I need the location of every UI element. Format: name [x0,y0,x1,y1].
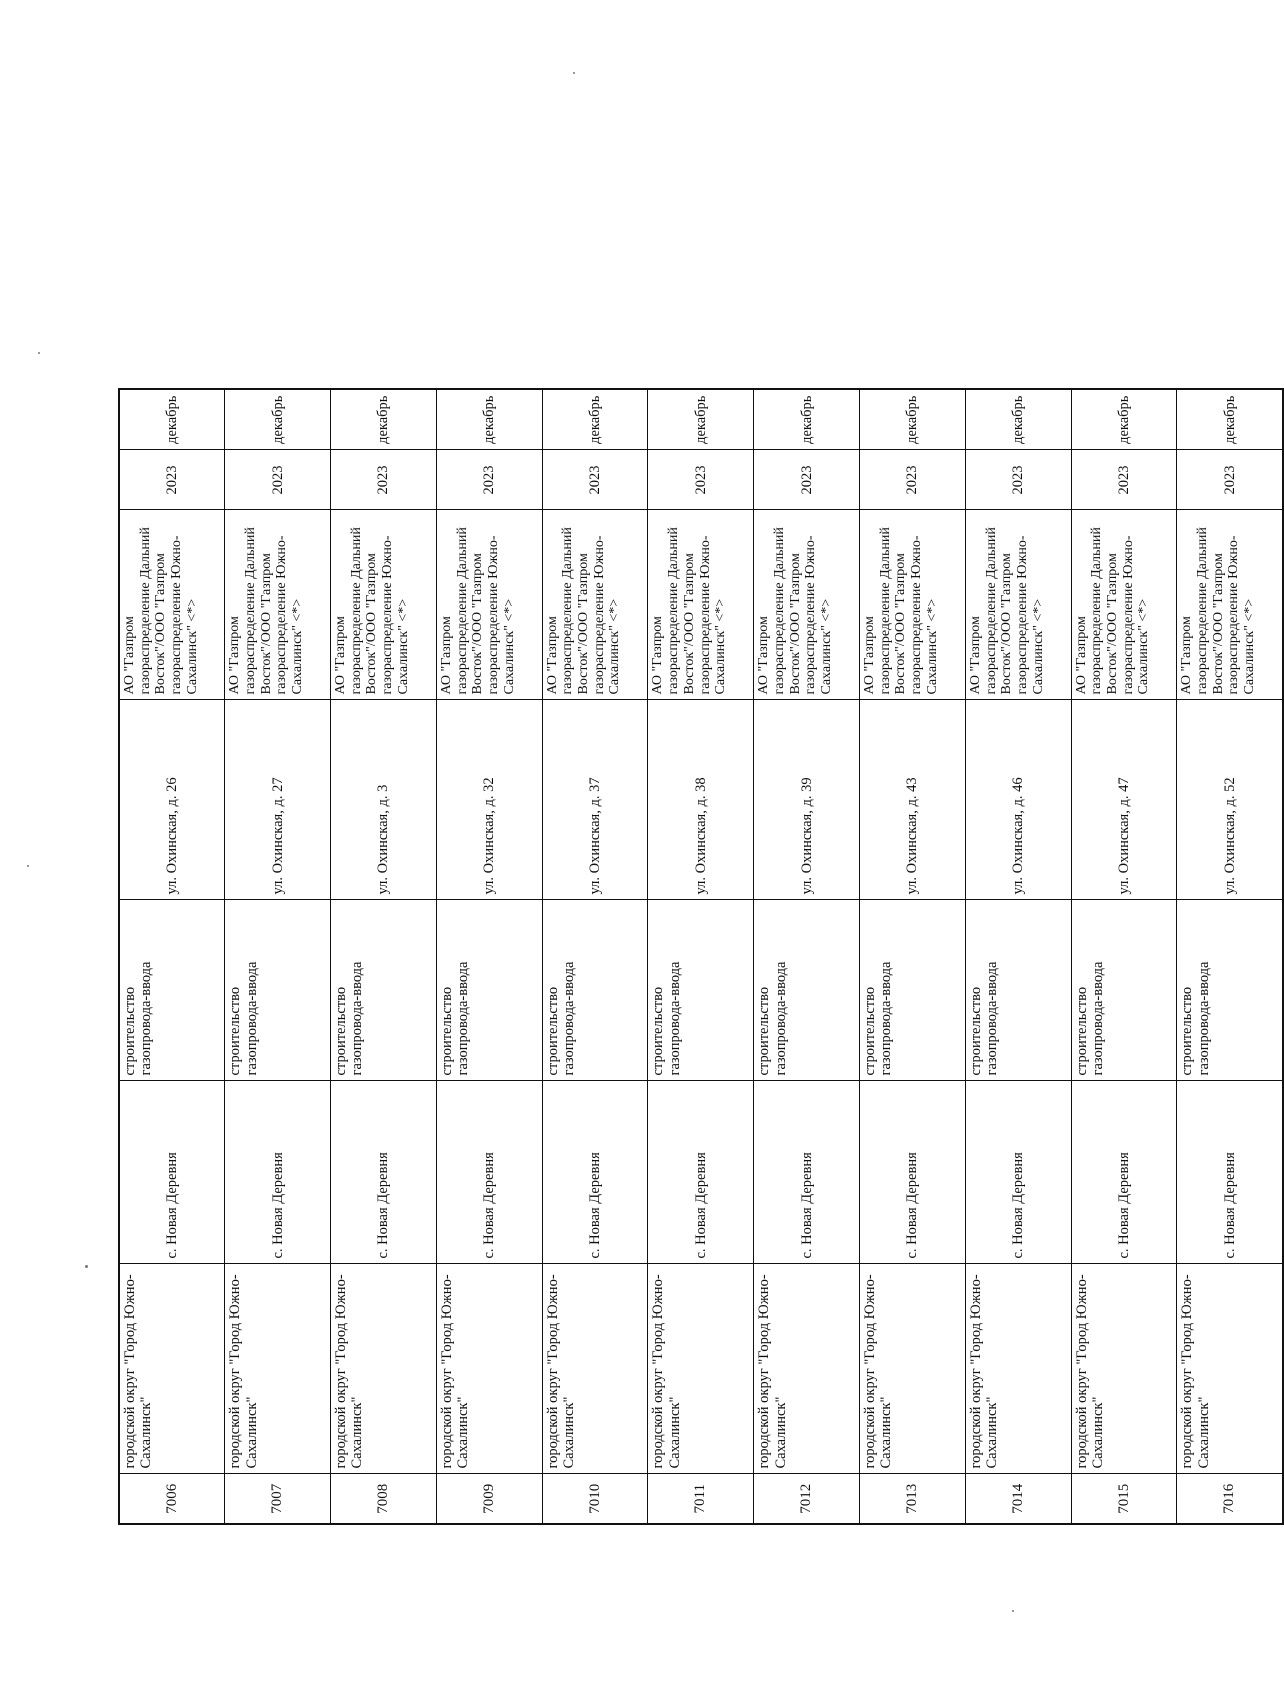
row-number: 7013 [860,1474,966,1524]
executor-cell: АО "Газпром газораспределение Дальний Восток"/ООО "Газпром газораспределение Южно-Сахалинск" <*> [542,510,648,700]
year-cell: 2023 [754,450,860,510]
table-row [1071,389,1177,1524]
work-type-cell: строительство газопровода-ввода [860,900,966,1081]
address-cell: ул. Охинская, д. 52 [1177,700,1283,900]
settlement-cell: с. Новая Деревня [754,1081,860,1264]
work-type-cell: строительство газопровода-ввода [648,900,754,1081]
month-cell: декабрь [225,389,331,450]
executor-cell: АО "Газпром газораспределение Дальний Восток"/ООО "Газпром газораспределение Южно-Сахалинск" <*> [1177,510,1283,700]
row-number: 7015 [1071,1474,1177,1524]
district-cell: городской округ "Город Южно-Сахалинск" [754,1264,860,1474]
executor-cell: АО "Газпром газораспределение Дальний Восток"/ООО "Газпром газораспределение Южно-Сахалинск" <*> [965,510,1071,700]
month-cell: декабрь [1177,389,1283,450]
district-cell: городской округ "Город Южно-Сахалинск" [1071,1264,1177,1474]
year-cell: 2023 [542,450,648,510]
address-cell: ул. Охинская, д. 3 [331,700,437,900]
executor-cell: АО "Газпром газораспределение Дальний Восток"/ООО "Газпром газораспределение Южно-Сахалинск" <*> [1071,510,1177,700]
work-type-cell: строительство газопровода-ввода [754,900,860,1081]
month-cell: декабрь [648,389,754,450]
year-cell: 2023 [1071,450,1177,510]
settlement-cell: с. Новая Деревня [860,1081,966,1264]
row-number: 7012 [754,1474,860,1524]
address-cell: ул. Охинская, д. 26 [119,700,225,900]
month-cell: декабрь [1071,389,1177,450]
scan-speck [573,72,575,74]
year-cell: 2023 [225,450,331,510]
month-cell: декабрь [436,389,542,450]
district-cell: городской округ "Город Южно-Сахалинск" [119,1264,225,1474]
district-cell: городской округ "Город Южно-Сахалинск" [648,1264,754,1474]
month-cell: декабрь [542,389,648,450]
address-cell: ул. Охинская, д. 47 [1071,700,1177,900]
address-cell: ул. Охинская, д. 43 [860,700,966,900]
district-cell: городской округ "Город Южно-Сахалинск" [965,1264,1071,1474]
executor-cell: АО "Газпром газораспределение Дальний Восток"/ООО "Газпром газораспределение Южно-Сахалинск" <*> [648,510,754,700]
district-cell: городской округ "Город Южно-Сахалинск" [1177,1264,1283,1474]
scan-speck [1012,1610,1014,1612]
work-type-cell: строительство газопровода-ввода [331,900,437,1081]
row-number: 7011 [648,1474,754,1524]
table-row [1177,389,1283,1524]
work-type-cell: строительство газопровода-ввода [1177,900,1283,1081]
district-cell: городской округ "Город Южно-Сахалинск" [331,1264,437,1474]
district-cell: городской округ "Город Южно-Сахалинск" [860,1264,966,1474]
executor-cell: АО "Газпром газораспределение Дальний Восток"/ООО "Газпром газораспределение Южно-Сахалинск" <*> [225,510,331,700]
work-type-cell: строительство газопровода-ввода [965,900,1071,1081]
year-cell: 2023 [1177,450,1283,510]
row-number: 7006 [119,1474,225,1524]
address-cell: ул. Охинская, д. 27 [225,700,331,900]
row-number: 7014 [965,1474,1071,1524]
scan-speck [38,352,40,354]
table-row [754,389,860,1524]
district-cell: городской округ "Город Южно-Сахалинск" [225,1264,331,1474]
address-cell: ул. Охинская, д. 37 [542,700,648,900]
month-cell: декабрь [754,389,860,450]
gasification-schedule-table [118,388,1284,1525]
settlement-cell: с. Новая Деревня [542,1081,648,1264]
year-cell: 2023 [331,450,437,510]
month-cell: декабрь [119,389,225,450]
settlement-cell: с. Новая Деревня [648,1081,754,1264]
scan-speck [27,865,29,867]
executor-cell: АО "Газпром газораспределение Дальний Восток"/ООО "Газпром газораспределение Южно-Сахалинск" <*> [754,510,860,700]
row-number: 7010 [542,1474,648,1524]
work-type-cell: строительство газопровода-ввода [119,900,225,1081]
month-cell: декабрь [860,389,966,450]
address-cell: ул. Охинская, д. 38 [648,700,754,900]
year-cell: 2023 [648,450,754,510]
district-cell: городской округ "Город Южно-Сахалинск" [542,1264,648,1474]
address-cell: ул. Охинская, д. 39 [754,700,860,900]
address-cell: ул. Охинская, д. 32 [436,700,542,900]
year-cell: 2023 [436,450,542,510]
settlement-cell: с. Новая Деревня [331,1081,437,1264]
year-cell: 2023 [860,450,966,510]
row-number: 7016 [1177,1474,1283,1524]
settlement-cell: с. Новая Деревня [225,1081,331,1264]
district-cell: городской округ "Город Южно-Сахалинск" [436,1264,542,1474]
row-number: 7009 [436,1474,542,1524]
executor-cell: АО "Газпром газораспределение Дальний Восток"/ООО "Газпром газораспределение Южно-Сахалинск" <*> [119,510,225,700]
year-cell: 2023 [965,450,1071,510]
table-row [648,389,754,1524]
work-type-cell: строительство газопровода-ввода [1071,900,1177,1081]
table-row [331,389,437,1524]
month-cell: декабрь [331,389,437,450]
year-cell: 2023 [119,450,225,510]
work-type-cell: строительство газопровода-ввода [436,900,542,1081]
table-row [542,389,648,1524]
table-row [119,389,225,1524]
row-number: 7008 [331,1474,437,1524]
table-body [119,389,1283,1524]
work-type-cell: строительство газопровода-ввода [542,900,648,1081]
executor-cell: АО "Газпром газораспределение Дальний Восток"/ООО "Газпром газораспределение Южно-Сахалинск" <*> [436,510,542,700]
table-row [225,389,331,1524]
work-type-cell: строительство газопровода-ввода [225,900,331,1081]
settlement-cell: с. Новая Деревня [1177,1081,1283,1264]
address-cell: ул. Охинская, д. 46 [965,700,1071,900]
settlement-cell: с. Новая Деревня [436,1081,542,1264]
scan-speck [85,1265,88,1268]
settlement-cell: с. Новая Деревня [119,1081,225,1264]
table-row [860,389,966,1524]
month-cell: декабрь [965,389,1071,450]
table-row [965,389,1071,1524]
rotated-table-container [118,390,1282,1525]
row-number: 7007 [225,1474,331,1524]
executor-cell: АО "Газпром газораспределение Дальний Восток"/ООО "Газпром газораспределение Южно-Сахалинск" <*> [331,510,437,700]
settlement-cell: с. Новая Деревня [965,1081,1071,1264]
executor-cell: АО "Газпром газораспределение Дальний Восток"/ООО "Газпром газораспределение Южно-Сахалинск" <*> [860,510,966,700]
table-row [436,389,542,1524]
settlement-cell: с. Новая Деревня [1071,1081,1177,1264]
